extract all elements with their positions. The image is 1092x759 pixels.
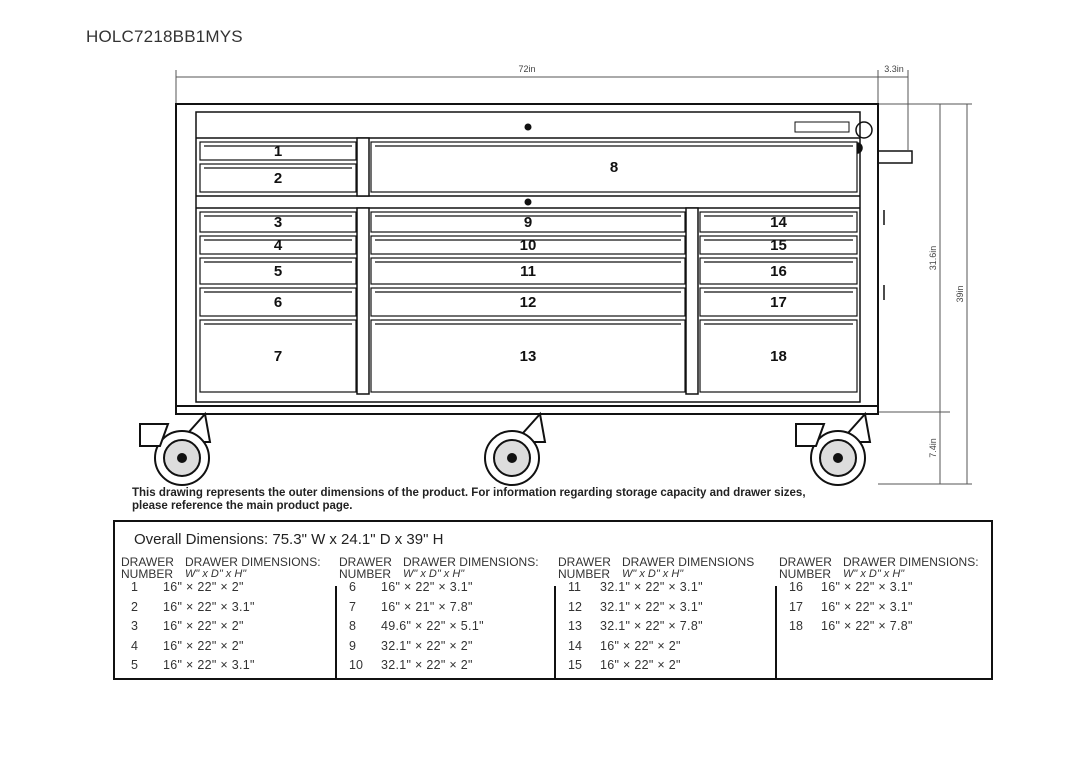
- drawer-dimension: 32.1" × 22" × 2": [381, 638, 473, 653]
- note-line-2: please reference the main product page.: [132, 500, 353, 512]
- header-number: NUMBER: [779, 567, 832, 581]
- drawer-label: 6: [273, 294, 283, 311]
- drawer-number: 14: [568, 638, 582, 653]
- drawer-number: 4: [131, 638, 138, 653]
- drawer-label: 17: [770, 294, 787, 311]
- lid-lock-icon: [525, 124, 532, 131]
- drawer-label: 15: [770, 237, 787, 254]
- drawer-number: 10: [349, 658, 363, 672]
- column-header: [779, 556, 994, 580]
- drawer-number: 12: [568, 599, 582, 614]
- note-line-1: This drawing represents the outer dimensions of the product. For information regarding storage capacity and drawer sizes,: [132, 487, 806, 499]
- drawer-dimension: 16" × 22" × 2": [600, 658, 681, 672]
- header-dimensions: DRAWER DIMENSIONS:: [403, 555, 539, 569]
- caster-right: [796, 414, 870, 485]
- drawer-dimension: 16" × 22" × 3.1": [163, 658, 255, 672]
- drawer-number: 5: [131, 658, 138, 672]
- header-units: W" x D" x H": [403, 568, 465, 580]
- drawer-label: 8: [609, 159, 619, 176]
- drawer-label: 14: [770, 214, 787, 231]
- column-divider: [554, 586, 556, 678]
- drawer-label: 10: [519, 237, 537, 254]
- dimensions-table: [113, 520, 993, 680]
- handle-depth-label: 3.3in: [884, 64, 904, 74]
- drawer-number: 9: [349, 638, 356, 653]
- table-row: [339, 639, 554, 659]
- drawer-label: 12: [519, 294, 537, 311]
- caster-height-label: 7.4in: [928, 438, 938, 458]
- drawer-dimension: 16" × 21" × 7.8": [381, 599, 473, 614]
- table-row: [339, 600, 554, 620]
- body-height-label: 31.6in: [928, 245, 938, 271]
- drawer-dimension: 16" × 22" × 3.1": [821, 580, 913, 594]
- drawer-number: 15: [568, 658, 582, 672]
- total-height-label: 39in: [955, 285, 965, 303]
- drawer-label: 9: [523, 214, 533, 231]
- header-dimensions: DRAWER DIMENSIONS: [622, 555, 755, 569]
- drawer-number: 17: [789, 599, 803, 614]
- table-row: [339, 658, 554, 678]
- drawer-number: 8: [349, 619, 356, 633]
- drawing-note: [132, 487, 972, 513]
- side-handle-icon: [852, 122, 912, 300]
- drawer-label: 18: [770, 348, 787, 365]
- drawer-number: 1: [131, 580, 138, 594]
- drawer-dimension: 16" × 22" × 2": [163, 580, 244, 594]
- drawer-label: 11: [520, 263, 536, 280]
- drawer-dimension: 16" × 22" × 2": [163, 638, 244, 653]
- table-row: [339, 619, 554, 639]
- header-units: W" x D" x H": [843, 568, 905, 580]
- table-row: [121, 580, 336, 600]
- drawer-label: 5: [273, 263, 283, 280]
- drawer-number: 11: [568, 580, 581, 594]
- column-header: [339, 556, 554, 580]
- drawer-label: 2: [273, 170, 283, 187]
- header-dimensions: DRAWER DIMENSIONS:: [843, 555, 979, 569]
- header-drawer: DRAWER: [339, 555, 392, 569]
- drawer-number: 13: [568, 619, 582, 633]
- table-row: [558, 580, 773, 600]
- table-row: [121, 600, 336, 620]
- drawer-column-4: [779, 556, 994, 639]
- column-header: [558, 556, 773, 580]
- table-row: [558, 619, 773, 639]
- drawer-number: 3: [131, 619, 138, 633]
- drawer-label: 7: [273, 348, 283, 365]
- drawer-dimension: 32.1" × 22" × 7.8": [600, 619, 703, 633]
- caster-center: [485, 414, 545, 485]
- drawer-dimension: 16" × 22" × 3.1": [821, 599, 913, 614]
- drawer-column-1: [121, 556, 336, 678]
- drawer-dimension: 16" × 22" × 2": [163, 619, 244, 633]
- drawer-dimension: 49.6" × 22" × 5.1": [381, 619, 484, 633]
- drawer-dimension: 32.1" × 22" × 3.1": [600, 580, 703, 594]
- table-row: [558, 639, 773, 659]
- drawer-number: 6: [349, 580, 356, 594]
- header-number: NUMBER: [339, 567, 392, 581]
- drawer-column-3: [558, 556, 773, 678]
- drawer-label: 16: [770, 263, 787, 280]
- drawer-label: 13: [519, 348, 537, 365]
- header-drawer: DRAWER: [558, 555, 611, 569]
- header-units: W" x D" x H": [622, 568, 684, 580]
- drawer-label: 1: [273, 143, 283, 160]
- width-label: 72in: [518, 64, 536, 74]
- drawer-dimension: 32.1" × 22" × 3.1": [600, 599, 703, 614]
- table-row: [121, 639, 336, 659]
- column-divider: [775, 586, 777, 678]
- drawer-number: 2: [131, 599, 138, 614]
- table-row: [339, 580, 554, 600]
- table-row: [558, 600, 773, 620]
- drawer-dimension: 16" × 22" × 7.8": [821, 619, 913, 633]
- model-number: HOLC7218BB1MYS: [86, 27, 243, 46]
- drawer-number: 18: [789, 619, 803, 633]
- table-row: [779, 580, 994, 600]
- header-drawer: DRAWER: [779, 555, 832, 569]
- header-number: NUMBER: [121, 567, 174, 581]
- table-row: [779, 619, 994, 639]
- drawer-dimension: 16" × 22" × 2": [600, 638, 681, 653]
- header-drawer: DRAWER: [121, 555, 174, 569]
- table-row: [121, 619, 336, 639]
- column-header: [121, 556, 336, 580]
- drawer-dimension: 16" × 22" × 3.1": [381, 580, 473, 594]
- overall-dimensions: Overall Dimensions: 75.3" W x 24.1" D x 39" H: [134, 531, 444, 548]
- header-units: W" x D" x H": [185, 568, 247, 580]
- table-row: [558, 658, 773, 678]
- drawer-number: 16: [789, 580, 803, 594]
- column-divider: [335, 586, 337, 678]
- brand-badge-icon: [795, 122, 849, 132]
- table-row: [779, 600, 994, 620]
- header-dimensions: DRAWER DIMENSIONS:: [185, 555, 321, 569]
- drawer-column-2: [339, 556, 554, 678]
- drawer-dimension: 16" × 22" × 3.1": [163, 599, 255, 614]
- drawer-label: 4: [273, 237, 283, 254]
- drawer-number: 7: [349, 599, 356, 614]
- header-number: NUMBER: [558, 567, 611, 581]
- table-row: [121, 658, 336, 678]
- drawer-lock-icon: [525, 199, 532, 206]
- drawer-dimension: 32.1" × 22" × 2": [381, 658, 473, 672]
- caster-left: [140, 414, 210, 485]
- drawer-label: 3: [273, 214, 283, 231]
